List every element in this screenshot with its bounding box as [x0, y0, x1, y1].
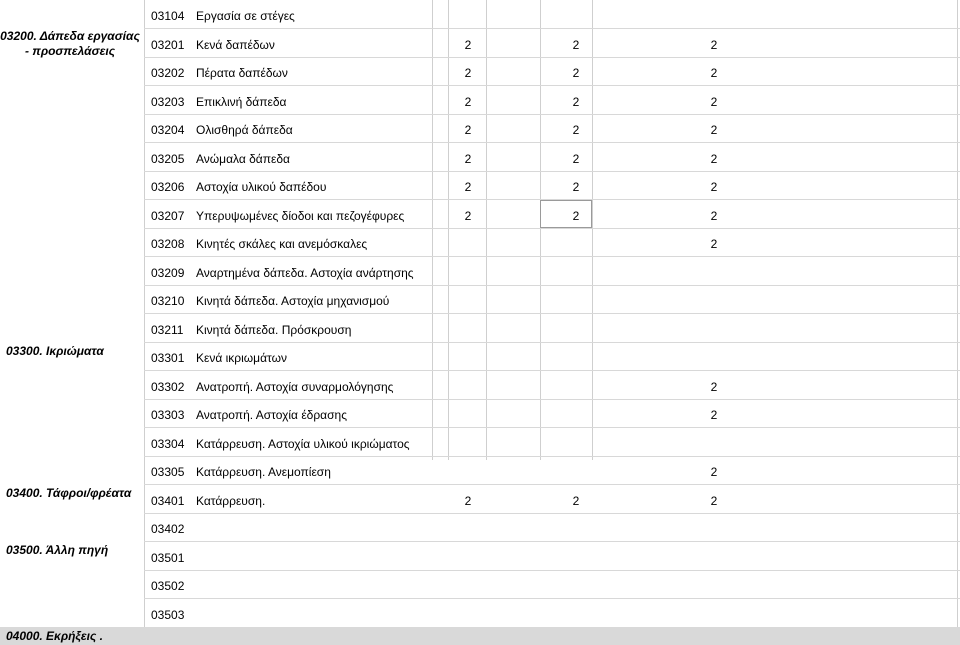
row-value-col1: 2 [464, 66, 472, 80]
bottom-band [0, 627, 960, 645]
row-description: Εργασία σε στέγες [196, 9, 295, 23]
row-divider [144, 370, 960, 371]
row-code: 03502 [151, 579, 185, 593]
row-code: 03303 [151, 408, 185, 422]
category-label-04000: 04000. Εκρήξεις . [6, 629, 103, 643]
row-divider [144, 114, 960, 115]
row-value-col3: 2 [710, 493, 718, 508]
row-value-col3: 2 [710, 237, 718, 251]
row-divider [144, 85, 960, 86]
row-divider [144, 570, 960, 571]
row-description: Κενά ικριωμάτων [196, 351, 287, 365]
row-code: 03207 [151, 208, 185, 223]
row-value-col3: 2 [710, 37, 718, 52]
row-description: Ανατροπή. Αστοχία έδρασης [196, 408, 347, 422]
column-divider [448, 0, 449, 460]
row-divider [144, 456, 960, 457]
row-value-col2: 2 [572, 180, 580, 194]
row-divider [144, 57, 960, 58]
row-value-col2: 2 [572, 66, 580, 80]
row-value-col3: 2 [710, 408, 718, 422]
row-divider [144, 285, 960, 286]
row-code: 03209 [151, 265, 185, 280]
row-code: 03503 [151, 607, 185, 622]
row-description: Υπερυψωμένες δίοδοι και πεζογέφυρες [196, 208, 405, 223]
row-description: Πέρατα δαπέδων [196, 66, 288, 80]
row-code: 03211 [151, 322, 184, 337]
column-divider [957, 0, 958, 645]
row-value-col3: 2 [710, 379, 718, 394]
row-description: Ανατροπή. Αστοχία συναρμολόγησης [196, 379, 394, 394]
row-value-col2: 2 [572, 208, 580, 223]
row-value-col2: 2 [572, 493, 580, 508]
row-value-col3: 2 [710, 465, 718, 479]
row-divider [144, 256, 960, 257]
row-description: Ολισθηρά δάπεδα [196, 123, 293, 137]
row-code: 03401 [151, 493, 185, 508]
row-description: Αναρτημένα δάπεδα. Αστοχία ανάρτησης [196, 265, 414, 280]
row-description: Κατάρρευση. [196, 493, 266, 508]
category-label-03200: 03200. Δάπεδα εργασίας - προσπελάσεις [0, 29, 140, 58]
row-description: Κινητά δάπεδα. Αστοχία μηχανισμού [196, 294, 390, 308]
row-code: 03104 [151, 9, 185, 23]
row-code: 03204 [151, 123, 185, 137]
row-code: 03302 [151, 379, 185, 394]
row-divider [144, 598, 960, 599]
row-value-col2: 2 [572, 151, 580, 166]
column-divider [432, 0, 433, 460]
row-value-col1: 2 [464, 94, 472, 109]
row-value-col2: 2 [572, 123, 580, 137]
row-value-col2: 2 [572, 37, 580, 52]
row-code: 03210 [151, 294, 185, 308]
category-label-03500: 03500. Άλλη πηγή [6, 543, 109, 557]
row-value-col1: 2 [464, 493, 472, 508]
column-divider [592, 0, 593, 460]
row-code: 03205 [151, 151, 185, 166]
row-divider [144, 541, 960, 542]
row-divider [144, 399, 960, 400]
row-divider [144, 342, 960, 343]
row-code: 03202 [151, 66, 185, 80]
category-label-03400: 03400. Τάφροι/φρέατα [6, 486, 132, 500]
row-description: Κενά δαπέδων [196, 37, 275, 52]
row-value-col3: 2 [710, 66, 718, 80]
row-description: Κινητές σκάλες και ανεμόσκαλες [196, 237, 368, 251]
row-code: 03203 [151, 94, 185, 109]
row-divider [144, 28, 960, 29]
row-code: 03206 [151, 180, 185, 194]
row-code: 03402 [151, 522, 185, 536]
row-value-col1: 2 [464, 180, 472, 194]
row-description: Κατάρρευση. Αστοχία υλικού ικριώματος [196, 436, 410, 451]
column-divider [540, 0, 541, 460]
row-code: 03208 [151, 237, 185, 251]
row-description: Αστοχία υλικού δαπέδου [196, 180, 327, 194]
row-value-col1: 2 [464, 123, 472, 137]
row-value-col3: 2 [710, 151, 718, 166]
row-divider [144, 427, 960, 428]
row-description: Επικλινή δάπεδα [196, 94, 287, 109]
row-value-col3: 2 [710, 208, 718, 223]
row-value-col3: 2 [710, 180, 718, 194]
row-value-col2: 2 [572, 94, 580, 109]
row-description: Ανώμαλα δάπεδα [196, 151, 290, 166]
row-code: 03301 [151, 351, 185, 365]
row-code: 03201 [151, 37, 185, 52]
row-divider [144, 513, 960, 514]
row-code: 03501 [151, 550, 185, 565]
row-divider [144, 484, 960, 485]
row-value-col3: 2 [710, 123, 718, 137]
row-divider [144, 171, 960, 172]
row-divider [144, 142, 960, 143]
row-value-col3: 2 [710, 94, 718, 109]
row-code: 03304 [151, 436, 185, 451]
row-value-col1: 2 [464, 151, 472, 166]
column-divider [486, 0, 487, 460]
row-description: Κινητά δάπεδα. Πρόσκρουση [196, 322, 352, 337]
row-value-col1: 2 [464, 208, 472, 223]
row-divider [144, 313, 960, 314]
row-value-col1: 2 [464, 37, 472, 52]
category-label-03300: 03300. Ικριώματα [6, 344, 104, 358]
row-code: 03305 [151, 465, 185, 479]
row-description: Κατάρρευση. Ανεμοπίεση [196, 465, 331, 479]
